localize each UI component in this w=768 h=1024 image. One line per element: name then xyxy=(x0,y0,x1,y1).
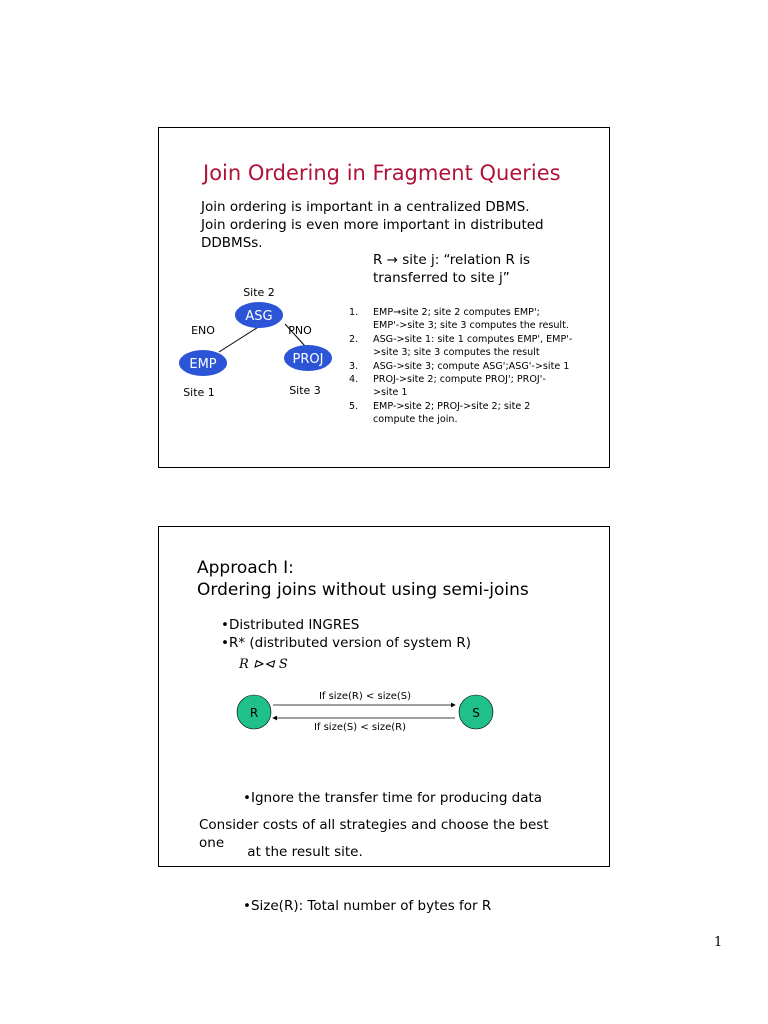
join-formula: R ⊳⊲ S xyxy=(239,657,288,672)
strategy-line: EMP->site 2; PROJ->site 2; site 2 xyxy=(373,400,531,412)
strategy-line: ASG->site 1: site 1 computes EMP', EMP'- xyxy=(373,333,573,345)
site-label-proj: Site 3 xyxy=(289,384,321,397)
slide-title: Join Ordering in Fragment Queries xyxy=(203,161,561,185)
title-line: Ordering joins without using semi-joins xyxy=(197,580,529,600)
strategy-item xyxy=(349,333,572,360)
intro-line: DDBMSs. xyxy=(201,235,263,251)
strategy-item xyxy=(349,306,572,333)
site-label-asg: Site 2 xyxy=(243,286,275,299)
strategy-line: compute the join. xyxy=(373,414,458,426)
conclusion-line: Consider costs of all strategies and choose the best xyxy=(199,817,549,833)
note-line: R → site j: “relation R is xyxy=(373,252,530,268)
edge-asg-emp xyxy=(219,324,263,352)
note-item: •Ignore the transfer time for producing data xyxy=(243,790,543,806)
node-asg-label: ASG xyxy=(245,309,273,324)
page-number: 1 xyxy=(714,935,723,950)
conclusion-text xyxy=(199,816,549,852)
strategy-number: 1. xyxy=(349,307,359,318)
strategy-item xyxy=(349,360,572,373)
notes-list xyxy=(243,753,542,951)
strategy-number: 3. xyxy=(349,360,359,372)
strategy-number: 5. xyxy=(349,400,359,412)
title-line: Approach I: xyxy=(197,558,294,578)
strategy-line: EMP'->site 3; site 3 computes the result. xyxy=(373,320,569,332)
strategy-line: EMP→site 2; site 2 computes EMP'; xyxy=(373,307,540,318)
slide-approach-one xyxy=(158,526,610,914)
conclusion-line: one xyxy=(199,835,225,851)
strategy-item xyxy=(349,373,572,400)
node-proj-label: PROJ xyxy=(292,352,324,367)
note-item: at the result site. xyxy=(243,844,363,860)
node-r-label: R xyxy=(249,706,259,720)
slide-join-ordering xyxy=(158,127,610,468)
edge-label-pno: PNO xyxy=(288,324,312,337)
note-line: transferred to site j” xyxy=(373,270,510,286)
strategy-line: ASG->site 3; compute ASG';ASG'->site 1 xyxy=(373,360,570,372)
bullet-item: •R* (distributed version of system R) xyxy=(221,635,471,651)
top-arrow-label: If size(R) < size(S) xyxy=(318,691,412,702)
bottom-arrow-label: If size(S) < size(R) xyxy=(313,722,407,733)
site-label-emp: Site 1 xyxy=(183,386,215,399)
node-s-label: S xyxy=(472,706,480,720)
strategy-line: PROJ->site 2; compute PROJ'; PROJ'- xyxy=(373,374,546,386)
bullet-item: •Distributed INGRES xyxy=(221,617,360,633)
intro-line: Join ordering is important in a centralized DBMS. xyxy=(201,199,530,215)
strategy-item xyxy=(349,400,572,427)
strategy-line: >site 3; site 3 computes the result xyxy=(373,347,540,359)
strategy-number: 2. xyxy=(349,333,359,345)
strategy-line: >site 1 xyxy=(373,387,408,399)
intro-line: Join ordering is even more important in distributed xyxy=(201,217,544,233)
strategy-number: 4. xyxy=(349,374,359,386)
node-emp-label: EMP xyxy=(189,357,217,372)
edge-label-eno: ENO xyxy=(191,324,215,337)
strategy-list xyxy=(349,306,572,427)
note-item: •Size(R): Total number of bytes for R xyxy=(243,898,492,914)
